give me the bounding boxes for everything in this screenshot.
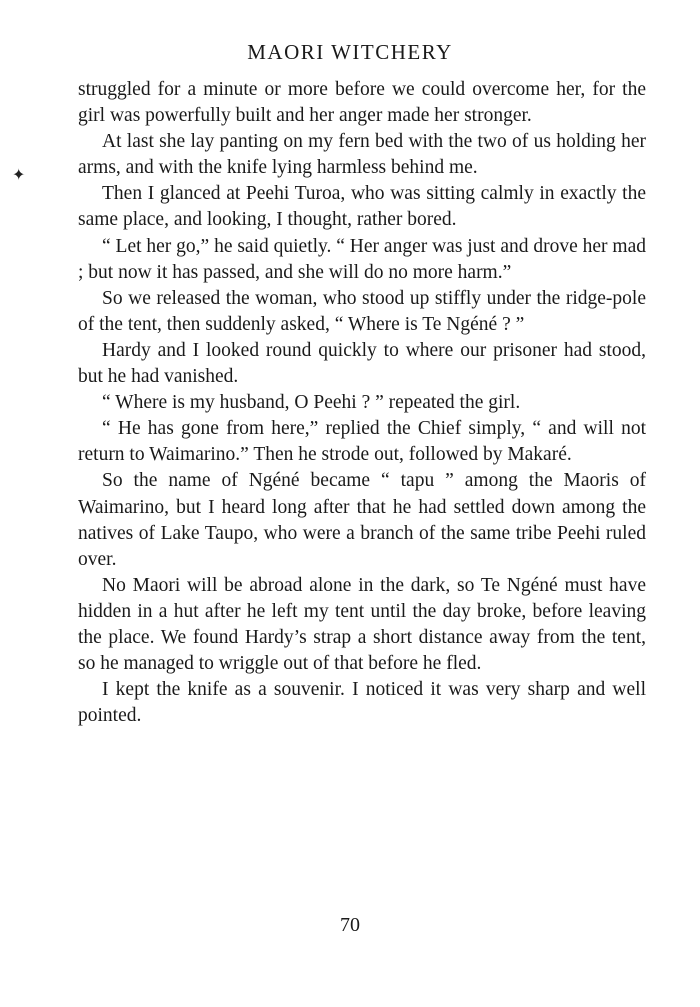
paragraph: So we released the woman, who stood up stiffly under the ridge-pole of the tent, then suddenly asked, “ Where is Te Ngéné ? ”	[78, 287, 646, 335]
paragraph: “ He has gone from here,” replied the Chief simply, “ and will not return to Waimarino.” Then he strode out, followed by Makaré.	[78, 418, 646, 466]
paragraph: Then I glanced at Peehi Turoa, who was sitting calmly in exactly the same place, and looking, I thought, rather bored.	[78, 183, 646, 231]
running-head: MAORI WITCHERY	[247, 40, 453, 64]
paragraph: “ Where is my husband, O Peehi ? ” repeated the girl.	[102, 392, 521, 414]
paragraph: Hardy and I looked round quickly to where our prisoner had stood, but he had vanished.	[78, 339, 646, 388]
paragraph-continued: struggled for a minute or more before we could overcome her, for the girl was powerfully built and her anger made her stronger.	[78, 79, 646, 127]
body-text	[78, 77, 646, 729]
paragraph: No Maori will be abroad alone in the dark, so Te Ngéné must have hidden in a hut after he left my tent until the day broke, before leaving the place. We found Hardy’s strap a short distance away from the tent, so he managed to wriggle out of that before he fled.	[78, 574, 646, 675]
paragraph: I kept the knife as a souvenir. I noticed it was very sharp and well pointed.	[78, 679, 646, 727]
page-number: 70	[340, 914, 360, 936]
paragraph: “ Let her go,” he said quietly. “ Her anger was just and drove her mad ; but now it has passed, and she will do no more harm.”	[78, 235, 646, 283]
paragraph: So the name of Ngéné became “ tapu ” among the Maoris of Waimarino, but I heard long after that he had settled down among the natives of Lake Taupo, who were a branch of the same tribe Peehi ruled over.	[78, 470, 646, 570]
margin-mark: ✦	[12, 167, 26, 184]
paragraph: At last she lay panting on my fern bed with the two of us holding her arms, and with the knife lying harmless behind me.	[78, 131, 646, 179]
